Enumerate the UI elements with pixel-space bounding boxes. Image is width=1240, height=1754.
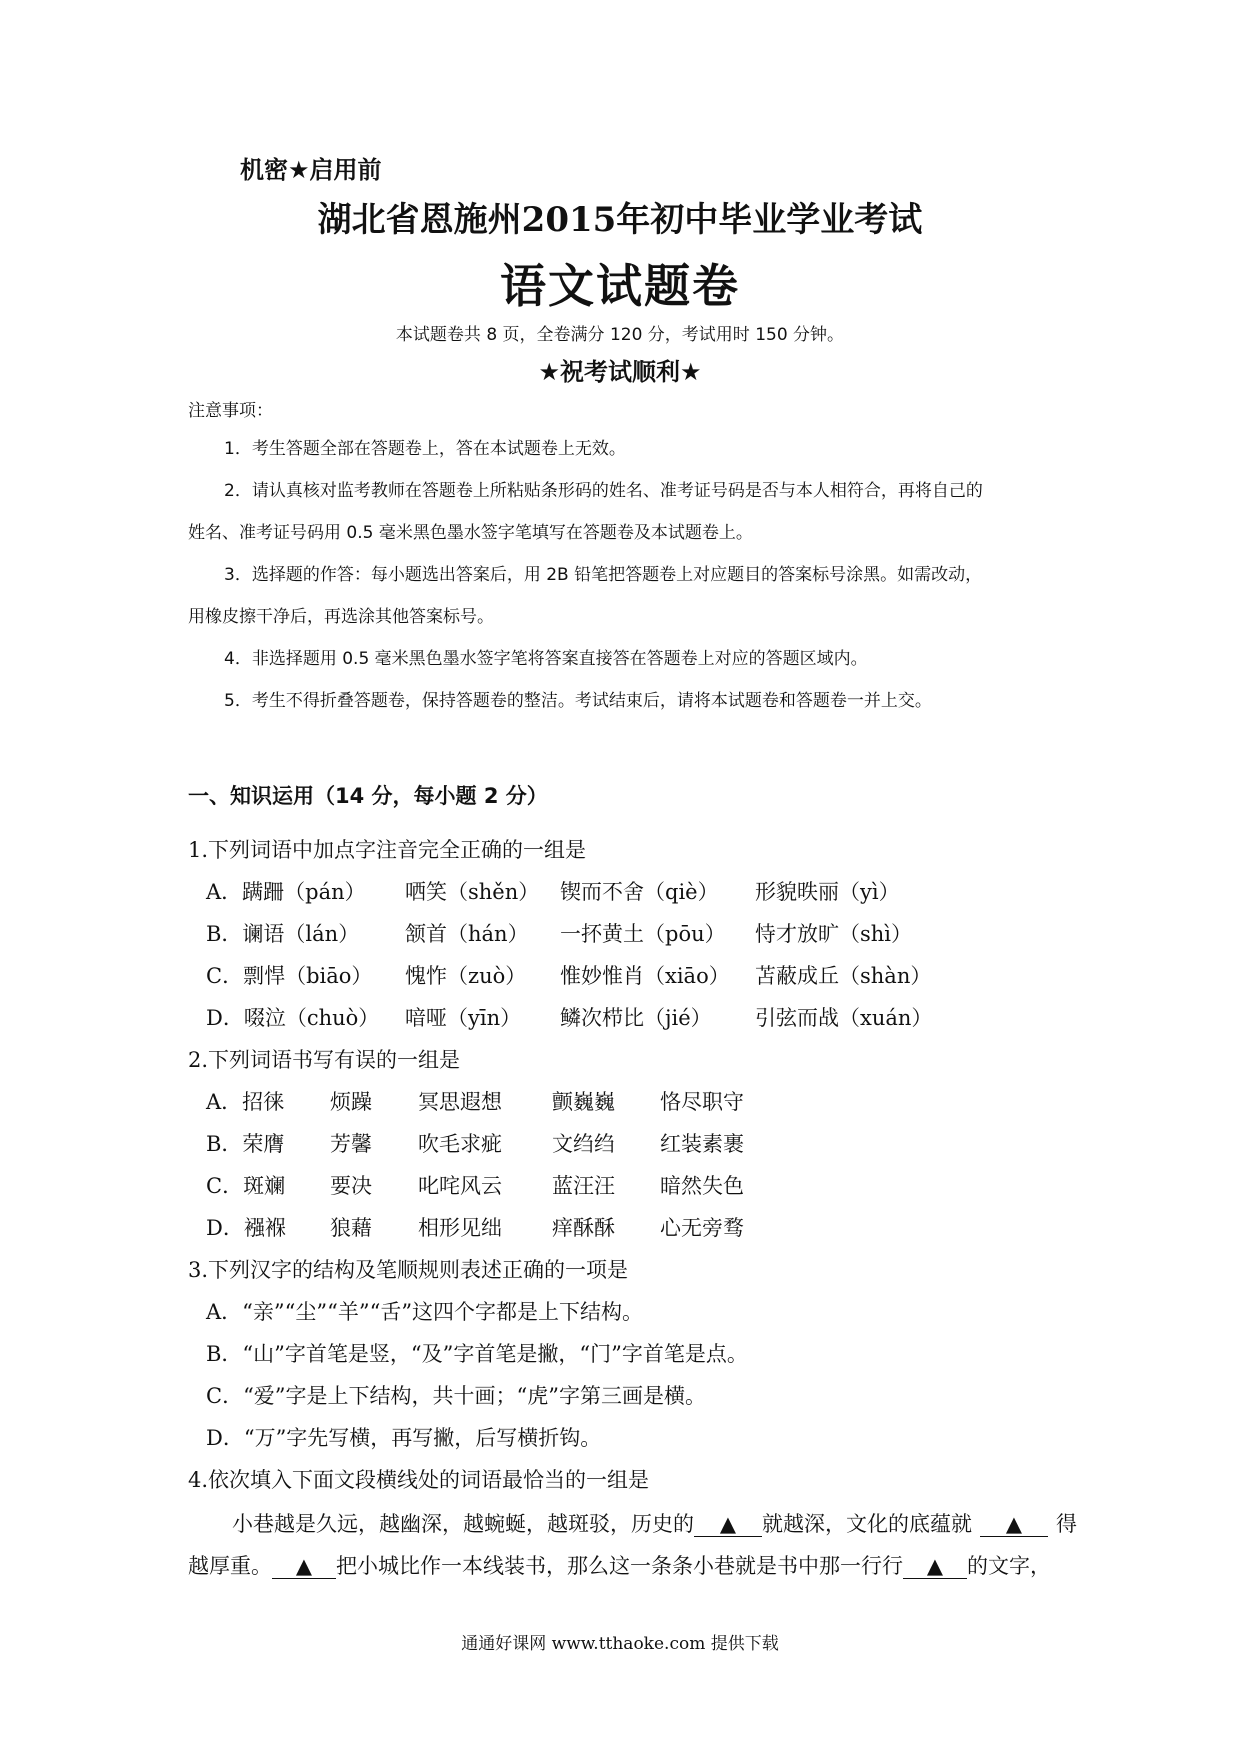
q2-option-d-word4: 痒酥酥 <box>552 1216 615 1240</box>
paper-info: 本试题卷共 8 页，全卷满分 120 分，考试用时 150 分钟。 <box>395 325 845 345</box>
q1-option-a-word2: 哂笑（shěn） <box>405 880 540 904</box>
notice-item: 2．请认真核对监考教师在答题卷上所粘贴条形码的姓名、准考证号码是否与本人相符合，再将自己的 <box>224 481 983 501</box>
q2-option-b-word1: B．荣膺 <box>206 1132 285 1156</box>
q2-option-b-word5: 红装素裹 <box>660 1132 744 1156</box>
question-1-stem: 1.下列词语中加点字注音完全正确的一组是 <box>188 838 587 862</box>
question-3-stem: 3.下列汉字的结构及笔顺规则表述正确的一项是 <box>188 1258 629 1282</box>
q2-option-c-word2: 要决 <box>330 1174 372 1198</box>
q3-option-a: A．“亲”“尘”“羊”“舌”这四个字都是上下结构。 <box>206 1300 644 1324</box>
q4-text: 得 <box>1056 1512 1077 1536</box>
q1-option-c-word1: C．剽悍（biāo） <box>206 964 373 988</box>
q4-text: 就越深，文化的底蕴就 <box>762 1512 972 1536</box>
q1-option-a-word3: 锲而不舍（qiè） <box>560 880 719 904</box>
q4-passage-line2 <box>188 1550 1051 1580</box>
q3-option-b: B．“山”字首笔是竖，“及”字首笔是撇，“门”字首笔是点。 <box>206 1342 748 1366</box>
q2-option-c-word1: C．斑斓 <box>206 1174 286 1198</box>
paper-title: 语文试题卷 <box>500 259 740 313</box>
q2-option-d-word1: D．襁褓 <box>206 1216 286 1240</box>
q2-option-a-word5: 恪尽职守 <box>660 1090 744 1114</box>
q2-option-c-word5: 暗然失色 <box>660 1174 744 1198</box>
q1-option-d-word1: D．啜泣（chuò） <box>206 1006 380 1030</box>
q2-option-d-word3: 相形见绌 <box>418 1216 502 1240</box>
q4-blank-1: ▲ <box>694 1512 762 1537</box>
q4-blank-4: ▲ <box>903 1554 967 1579</box>
q1-option-c-word4: 苫蔽成丘（shàn） <box>755 964 932 988</box>
q4-text: 的文字， <box>967 1554 1051 1578</box>
q1-option-a-word1: A．蹒跚（pán） <box>206 880 366 904</box>
notice-item: 4．非选择题用 0.5 毫米黑色墨水签字笔将答案直接答在答题卷上对应的答题区域内。 <box>224 649 868 669</box>
notice-item-cont: 姓名、准考证号码用 0.5 毫米黑色墨水签字笔填写在答题卷及本试题卷上。 <box>188 523 753 543</box>
q2-option-b-word3: 吹毛求疵 <box>418 1132 502 1156</box>
q2-option-a-word4: 颤巍巍 <box>552 1090 615 1114</box>
confidential-label: 机密★启用前 <box>240 156 382 184</box>
q1-option-d-word3: 鳞次栉比（jié） <box>560 1006 712 1030</box>
footer-source: 通通好课网 www.tthaoke.com 提供下载 <box>461 1634 779 1654</box>
q4-text: 越厚重。 <box>188 1554 272 1578</box>
q2-option-a-word3: 冥思遐想 <box>418 1090 502 1114</box>
q2-option-d-word2: 狼藉 <box>330 1216 372 1240</box>
q1-option-b-word3: 一抔黄土（pōu） <box>560 922 726 946</box>
q2-option-c-word3: 叱咤风云 <box>418 1174 502 1198</box>
q1-option-b-word1: B．谰语（lán） <box>206 922 360 946</box>
notice-item: 5．考生不得折叠答题卷，保持答题卷的整洁。考试结束后，请将本试题卷和答题卷一并上交。 <box>224 691 932 711</box>
q4-blank-2: ▲ <box>980 1512 1048 1537</box>
good-luck-banner: ★祝考试顺利★ <box>538 358 702 386</box>
q1-option-d-word4: 引弦而战（xuán） <box>755 1006 933 1030</box>
q1-option-b-word4: 恃才放旷（shì） <box>755 922 913 946</box>
q2-option-a-word2: 烦躁 <box>330 1090 372 1114</box>
notice-item: 1．考生答题全部在答题卷上，答在本试题卷上无效。 <box>224 439 626 459</box>
q1-option-c-word2: 愧怍（zuò） <box>405 964 527 988</box>
q1-option-b-word2: 颔首（hán） <box>405 922 529 946</box>
q4-blank-3: ▲ <box>272 1554 336 1579</box>
exam-title: 湖北省恩施州2015年初中毕业学业考试 <box>317 200 923 240</box>
q3-option-d: D．“万”字先写横，再写撇，后写横折钩。 <box>206 1426 602 1450</box>
q3-option-c: C．“爱”字是上下结构，共十画；“虎”字第三画是横。 <box>206 1384 707 1408</box>
section-title: 一、知识运用（14 分，每小题 2 分） <box>188 784 548 808</box>
q2-option-a-word1: A．招徕 <box>206 1090 285 1114</box>
q2-option-b-word4: 文绉绉 <box>552 1132 615 1156</box>
q2-option-d-word5: 心无旁骛 <box>660 1216 744 1240</box>
q4-text: 小巷越是久远，越幽深，越蜿蜒，越斑驳，历史的 <box>232 1512 694 1536</box>
q4-text: 把小城比作一本线装书，那么这一条条小巷就是书中那一行行 <box>336 1554 903 1578</box>
notice-heading: 注意事项： <box>188 401 273 421</box>
notice-item-cont: 用橡皮擦干净后，再选涂其他答案标号。 <box>188 607 494 627</box>
q4-passage-line1 <box>232 1508 1077 1538</box>
question-2-stem: 2.下列词语书写有误的一组是 <box>188 1048 461 1072</box>
q2-option-c-word4: 蓝汪汪 <box>552 1174 615 1198</box>
q2-option-b-word2: 芳馨 <box>330 1132 372 1156</box>
notice-item: 3．选择题的作答：每小题选出答案后，用 2B 铅笔把答题卷上对应题目的答案标号涂黑。如需改动， <box>224 565 983 585</box>
question-4-stem: 4.依次填入下面文段横线处的词语最恰当的一组是 <box>188 1468 650 1492</box>
q1-option-d-word2: 喑哑（yīn） <box>405 1006 522 1030</box>
q1-option-c-word3: 惟妙惟肖（xiāo） <box>560 964 730 988</box>
q1-option-a-word4: 形貌昳丽（yì） <box>755 880 900 904</box>
